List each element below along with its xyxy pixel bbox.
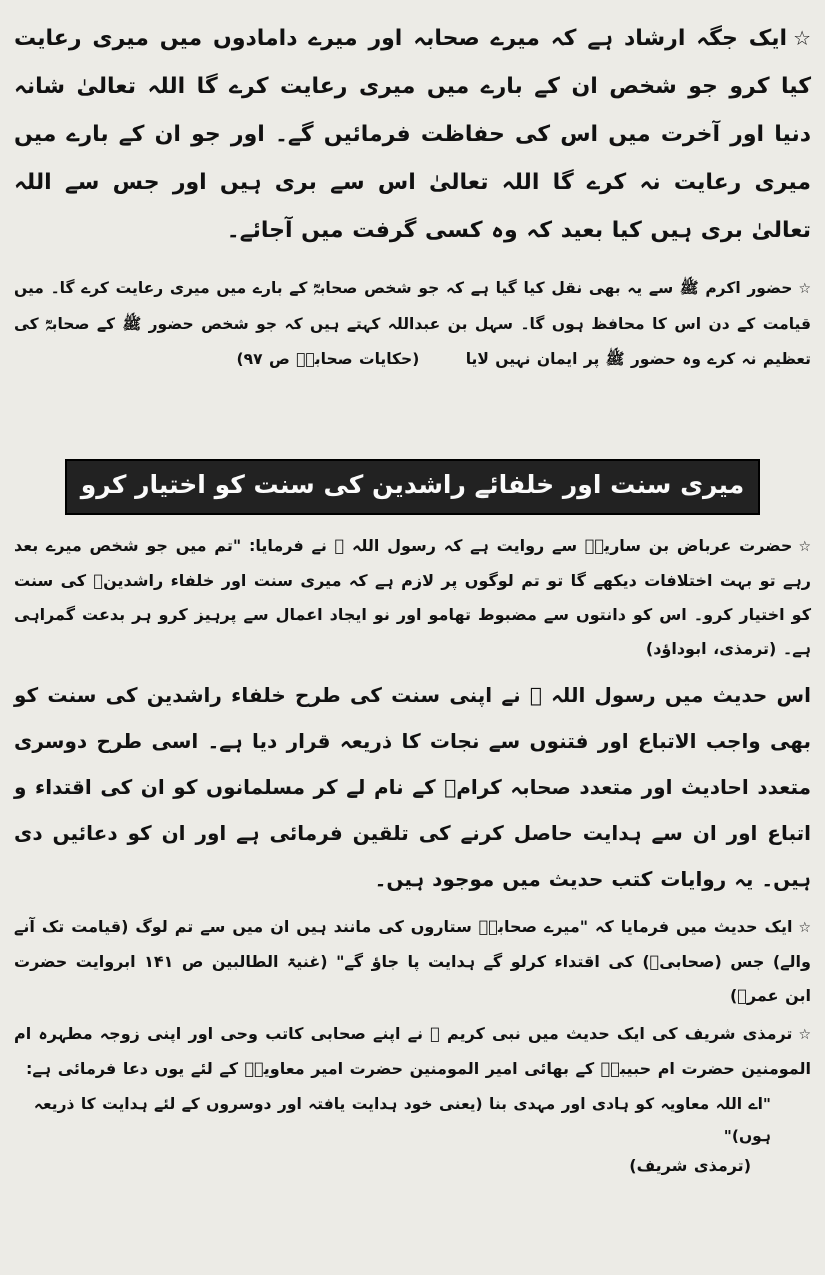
paragraph-tirmidhi-hadith-text: ترمذی شریف کی ایک حدیث میں نبی کریم ﷺ نے اپنے صحابی کاتب وحی اور اپنی زوجہ مطہرہ ام المومنین حضرت ام حبیبہؓ کے بھائی امیر المومنین حضرت امیر معاویہؓ کے لئے یوں دعا فرمائی ہے: [14, 1024, 811, 1078]
paragraph-explanation-text: اس حدیث میں رسول اللہ ﷺ نے اپنی سنت کی طرح خلفاء راشدین کی سنت کو بھی واجب الاتباع اور فتنوں سے نجات کا ذریعہ قرار دیا ہے۔ اسی طرح دوسری متعدد احادیث اور متعدد صحابہ کرامؓ کے نام لے کر مسلمانوں کو ان کی اقتداء و اتباع اور ان سے ہدایت حاصل کرنے کی تلقین فرمائی ہے اور ان کو دعائیں دی ہیں۔ یہ روایات کتب حدیث میں موجود ہیں۔ [14, 683, 812, 891]
paragraph-irshad [14, 14, 811, 255]
paragraph-tirmidhi-hadith [14, 1017, 811, 1086]
section-heading-wrap [14, 459, 811, 515]
reference-hikayat-sahaba: (حکایات صحابہؓ ص ۹۷) [236, 350, 420, 368]
star-icon: ☆ [793, 26, 811, 50]
paragraph-explanation [14, 672, 811, 902]
star-icon: ☆ [798, 539, 811, 555]
paragraph-huzoor-naql-text: حضور اکرم ﷺ سے یہ بھی نقل کیا گیا ہے کہ جو شخص صحابہؓ کے بارے میں میری رعایت کرے گا۔ میں قیامت کے دن اس کا محافظ ہوں گا۔ سہل بن عبداللہ کہتے ہیں کہ جو شخص حضور ﷺ کے صحابہؓ کی تعظیم نہ کرے وہ حضور ﷺ پر ایمان نہیں لایا [14, 279, 811, 368]
star-icon: ☆ [798, 920, 811, 936]
paragraph-stars-hadith [14, 910, 811, 1013]
source-citation: (ترمذی شریف) [629, 1156, 751, 1175]
paragraph-stars-hadith-text: ایک حدیث میں فرمایا کہ "میرے صحابہؓ ستاروں کی مانند ہیں ان میں سے تم لوگ (قیامت تک آنے والے) جس (صحابیؓ) کی اقتداء کرلو گے ہدایت پا جاؤ گے" (غنیۃ الطالبین ص ۱۴۱ ابروایت حضرت ابن عمرؓ) [14, 917, 811, 1005]
paragraph-irbaz-hadith-text: حضرت عرباض بن ساریہؓ سے روایت ہے کہ رسول اللہ ﷺ نے فرمایا: "تم میں جو شخص میرے بعد رہے تو بہت اختلافات دیکھے گا تو تم لوگوں پر لازم ہے کہ میری سنت اور خلفاء راشدینؓ کی سنت کو اختیار کرو۔ اس کو دانتوں سے مضبوط تھامو اور نو ایجاد اعمال سے پرہیز کرو ہر بدعت گمراہی ہے۔ (ترمذی، ابوداؤد) [14, 536, 811, 658]
paragraph-irbaz-hadith [14, 529, 811, 666]
star-icon: ☆ [798, 281, 811, 297]
paragraph-irshad-text: ایک جگہ ارشاد ہے کہ میرے صحابہ اور میرے دامادوں میں میری رعایت کیا کرو جو شخص ان کے بارے میں میری رعایت کرے گا اللہ تعالیٰ شانہ دنیا اور آخرت میں اس کی حفاظت فرمائیں گے۔ اور جو ان کے بارے میں میری رعایت نہ کرے گا اللہ تعالیٰ اس سے بری ہیں اور جس سے اللہ تعالیٰ بری ہیں کیا بعید کہ وہ کسی گرفت میں آجائے۔ [14, 26, 811, 243]
dua-quote: "اے اللہ معاویہ کو ہادی اور مہدی بنا (یعنی خود ہدایت یافتہ اور دوسروں کے لئے ہدایت کا ذریعہ ہوں)" [33, 1095, 771, 1145]
paragraph-huzoor-naql [14, 271, 811, 377]
section-heading: میری سنت اور خلفائے راشدین کی سنت کو اختیار کرو [65, 459, 760, 515]
star-icon: ☆ [798, 1027, 811, 1043]
